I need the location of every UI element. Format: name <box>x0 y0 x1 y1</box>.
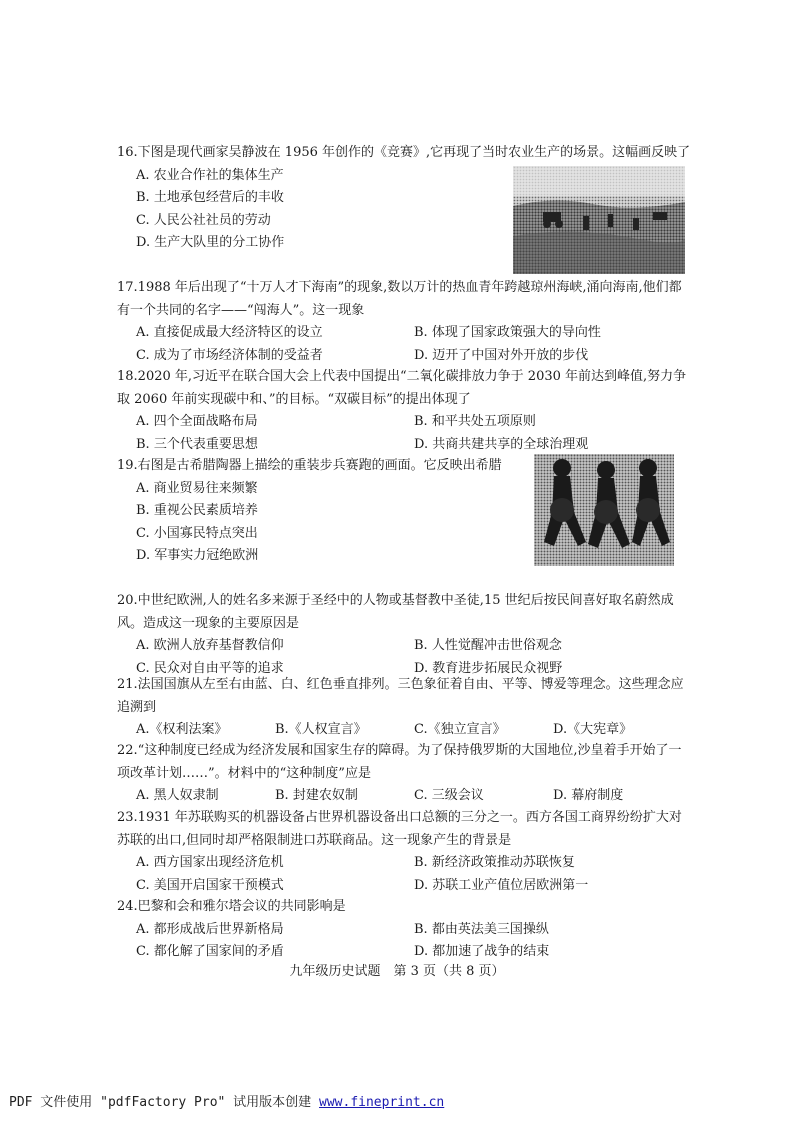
options <box>117 322 692 367</box>
option-b[interactable]: B. 都由英法美三国操纵 <box>414 921 549 937</box>
options <box>117 919 692 964</box>
option-b[interactable]: B. 封建农奴制 <box>275 788 358 803</box>
question-stem: 20.中世纪欧洲,人的姓名多来源于圣经中的人物或基督教中圣徒,15 世纪后按民间喜好取名蔚然成风。造成这一现象的主要原因是 <box>117 593 674 631</box>
option-a[interactable]: A. 商业贸易往来频繁 <box>136 480 258 496</box>
option-c[interactable]: B. 三个代表重要思想 <box>136 436 258 452</box>
option-d[interactable]: D. 幕府制度 <box>553 788 624 803</box>
option-b[interactable]: B. 和平共处五项原则 <box>414 414 536 429</box>
option-c[interactable]: C. 三级会议 <box>414 788 484 803</box>
options <box>117 719 692 742</box>
question-21 <box>117 674 692 742</box>
option-b[interactable]: B. 体现了国家政策强大的导向性 <box>414 325 601 340</box>
question-stem: 18.2020 年,习近平在联合国大会上代表中国提出“二氧化碳排放力争于 2030 年前达到峰值,努力争取 2060 年前实现碳中和、”的目标。“双碳目标”的提出体现了 <box>117 369 687 407</box>
option-c[interactable]: C. 成为了市场经济体制的受益者 <box>136 347 323 363</box>
question-18 <box>117 366 692 456</box>
options <box>117 785 692 808</box>
question-20 <box>117 590 692 680</box>
question-stem: 16.下图是现代画家吴静波在 1956 年创作的《竞赛》,它再现了当时农业生产的场景。这幅画反映了 <box>117 145 691 160</box>
question-22 <box>117 740 692 808</box>
option-a[interactable]: A. 黑人奴隶制 <box>136 788 219 803</box>
options <box>117 165 516 255</box>
option-a[interactable]: A. 四个全面战略布局 <box>136 414 258 429</box>
question-stem: 23.1931 年苏联购买的机器设备占世界机器设备出口总额的三分之一。西方各国工商界纷纷扩大对苏联的出口,但同时却严格限制进口苏联商品。这一现象产生的背景是 <box>117 810 682 848</box>
option-b[interactable]: B.《人权宣言》 <box>275 722 367 737</box>
option-c[interactable]: C.《独立宣言》 <box>414 722 506 737</box>
option-b[interactable]: B. 土地承包经营后的丰收 <box>136 190 284 205</box>
option-a[interactable]: A. 农业合作社的集体生产 <box>136 167 284 183</box>
option-d[interactable]: D. 共商共建共享的全球治理观 <box>414 436 589 452</box>
option-c[interactable]: C. 美国开启国家干预模式 <box>136 877 284 893</box>
option-d[interactable]: D. 教育进步拓展民众视野 <box>414 660 563 676</box>
question-stem: 21.法国国旗从左至右由蓝、白、红色垂直排列。三色象征着自由、平等、博爱等理念。这些理念应追溯到 <box>117 677 684 715</box>
option-d[interactable]: D. 军事实力冠绝欧洲 <box>136 548 259 563</box>
option-b[interactable]: B. 重视公民素质培养 <box>136 503 258 518</box>
option-d[interactable]: D. 苏联工业产值位居欧洲第一 <box>414 877 589 893</box>
option-c[interactable]: C. 小国寡民特点突出 <box>136 525 258 541</box>
pdf-banner-text: PDF 文件使用 "pdfFactory Pro" 试用版本创建 <box>9 1095 320 1110</box>
option-c[interactable]: C. 民众对自由平等的追求 <box>136 660 284 676</box>
option-b[interactable]: B. 新经济政策推动苏联恢复 <box>414 855 575 870</box>
option-a[interactable]: A.《权利法案》 <box>136 722 228 737</box>
question-23 <box>117 807 692 897</box>
option-c[interactable]: C. 人民公社社员的劳动 <box>136 212 271 228</box>
greek-pottery-image <box>534 454 674 566</box>
option-d[interactable]: D. 都加速了战争的结束 <box>414 944 550 959</box>
painting-image <box>513 166 685 274</box>
option-a[interactable]: A. 欧洲人放弃基督教信仰 <box>136 638 284 653</box>
question-stem: 24.巴黎和会和雅尔塔会议的共同影响是 <box>117 899 346 914</box>
option-c[interactable]: C. 都化解了国家间的矛盾 <box>136 944 284 959</box>
option-a[interactable]: A. 都形成战后世界新格局 <box>136 921 284 937</box>
option-d[interactable]: D. 迈开了中国对外开放的步伐 <box>414 347 589 363</box>
question-stem: 22.“这种制度已经成为经济发展和国家生存的障碍。为了保持俄罗斯的大国地位,沙皇着手开始了一项改革计划……”。材料中的“这种制度”应是 <box>117 743 682 781</box>
question-24 <box>117 896 692 964</box>
question-17 <box>117 277 692 367</box>
option-b[interactable]: B. 人性觉醒冲击世俗观念 <box>414 638 562 653</box>
options <box>117 478 516 568</box>
question-stem: 17.1988 年后出现了“十万人才下海南”的现象,数以万计的热血青年跨越琼州海峡,涌向海南,他们都有一个共同的名字——“闯海人”。这一现象 <box>117 280 682 318</box>
option-a[interactable]: A. 直接促成最大经济特区的设立 <box>136 325 323 340</box>
option-d[interactable]: D.《大宪章》 <box>553 722 633 737</box>
option-a[interactable]: A. 西方国家出现经济危机 <box>136 855 284 870</box>
fineprint-link[interactable]: www.fineprint.cn <box>319 1095 445 1110</box>
options <box>117 411 692 456</box>
page-footer: 九年级历史试题 第 3 页（共 8 页） <box>289 964 505 979</box>
pdf-banner <box>9 1091 444 1110</box>
options <box>117 852 692 897</box>
option-d[interactable]: D. 生产大队里的分工协作 <box>136 235 285 250</box>
question-stem: 19.右图是古希腊陶器上描绘的重装步兵赛跑的画面。它反映出希腊 <box>117 458 502 473</box>
